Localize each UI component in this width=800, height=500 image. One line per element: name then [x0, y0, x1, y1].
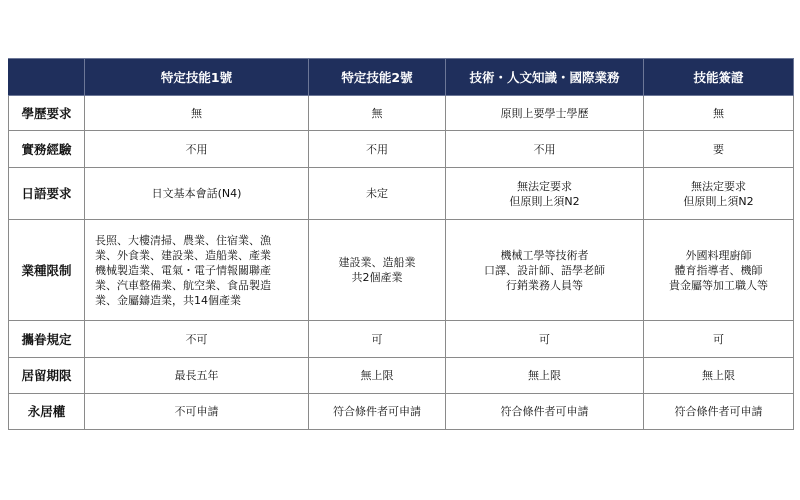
table-cell: 不用 [446, 131, 644, 168]
header-specified-skill-2: 特定技能2號 [309, 59, 446, 96]
table-cell: 未定 [309, 168, 446, 220]
table-row [9, 131, 794, 168]
header-specified-skill-1: 特定技能1號 [85, 59, 309, 96]
row-label-residence-period: 居留期限 [9, 358, 85, 394]
table-cell: 外國料理廚師 體育指導者、機師 貴金屬等加工職人等 [644, 220, 794, 321]
row-label-education: 學歷要求 [9, 96, 85, 131]
table-cell: 不用 [85, 131, 309, 168]
table-cell: 要 [644, 131, 794, 168]
table-cell: 符合條件者可申請 [309, 394, 446, 430]
table-cell: 無法定要求 但原則上須N2 [446, 168, 644, 220]
table-row [9, 358, 794, 394]
table-cell: 日文基本會話(N4) [85, 168, 309, 220]
table-cell: 建設業、造船業 共2個產業 [309, 220, 446, 321]
table-cell: 原則上要學士學歷 [446, 96, 644, 131]
table-cell: 不可 [85, 321, 309, 358]
table-row [9, 96, 794, 131]
table-cell: 可 [309, 321, 446, 358]
row-label-industry: 業種限制 [9, 220, 85, 321]
table-cell: 可 [644, 321, 794, 358]
table-cell: 不用 [309, 131, 446, 168]
header-corner [9, 59, 85, 96]
table-cell: 無 [309, 96, 446, 131]
table-cell: 符合條件者可申請 [644, 394, 794, 430]
header-skilled-labor-visa: 技能簽證 [644, 59, 794, 96]
table-row [9, 220, 794, 321]
table-cell: 長照、大樓清掃、農業、住宿業、漁 業、外食業、建設業、造船業、產業 機械製造業、電氣・電子情報關聯產 業、汽車整備業、航空業、食品製造 業、金屬鑄造業，共14個產業 [85, 220, 309, 321]
table-row [9, 394, 794, 430]
table-cell: 最長五年 [85, 358, 309, 394]
row-label-experience: 實務經驗 [9, 131, 85, 168]
table-cell: 無上限 [644, 358, 794, 394]
table-row [9, 321, 794, 358]
header-engineer-humanities-intl: 技術・人文知識・國際業務 [446, 59, 644, 96]
table-cell: 無上限 [309, 358, 446, 394]
table-cell: 無上限 [446, 358, 644, 394]
table-cell: 不可申請 [85, 394, 309, 430]
table-cell: 無 [644, 96, 794, 131]
table-cell: 無法定要求 但原則上須N2 [644, 168, 794, 220]
row-label-permanent-residence: 永居權 [9, 394, 85, 430]
table-row [9, 168, 794, 220]
row-label-family: 攜眷規定 [9, 321, 85, 358]
table-header-row [9, 59, 794, 96]
row-label-japanese: 日語要求 [9, 168, 85, 220]
table-cell: 機械工學等技術者 口譯、設計師、語學老師 行銷業務人員等 [446, 220, 644, 321]
table-cell: 可 [446, 321, 644, 358]
table-cell: 符合條件者可申請 [446, 394, 644, 430]
table-cell: 無 [85, 96, 309, 131]
visa-comparison-table [8, 58, 794, 430]
